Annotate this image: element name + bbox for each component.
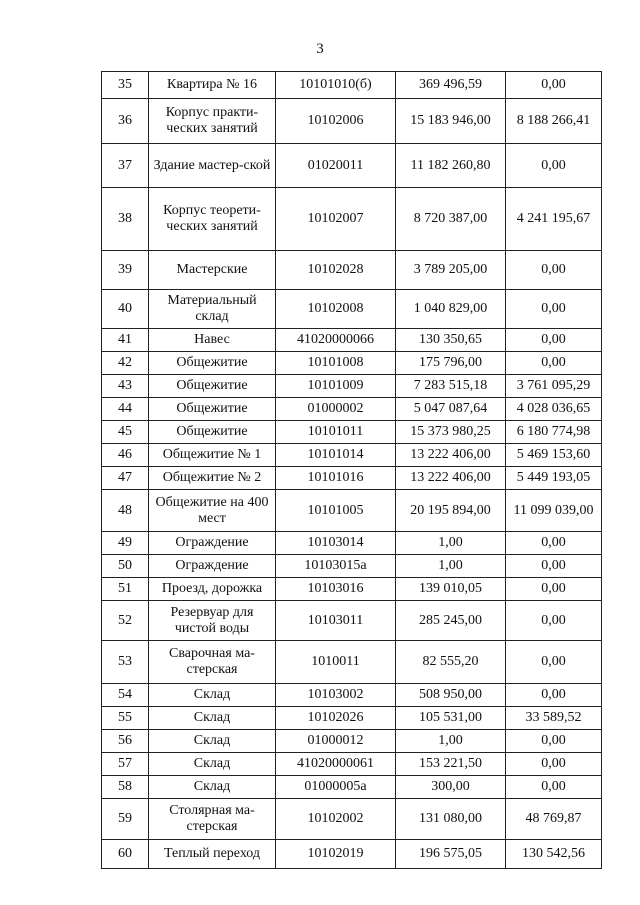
row-number-cell: 45 — [102, 421, 149, 444]
object-name-cell: Теплый переход — [149, 840, 276, 869]
inventory-code-cell: 10102006 — [276, 99, 396, 144]
inventory-code-cell: 10103016 — [276, 578, 396, 601]
row-number-cell: 35 — [102, 72, 149, 99]
assets-table — [101, 71, 602, 869]
table-row — [102, 99, 602, 144]
table-row — [102, 398, 602, 421]
table-row — [102, 375, 602, 398]
table-row — [102, 251, 602, 290]
residual-value-cell: 48 769,87 — [506, 799, 602, 840]
table-row — [102, 641, 602, 684]
book-value-cell: 285 245,00 — [396, 601, 506, 641]
table-row — [102, 352, 602, 375]
residual-value-cell: 0,00 — [506, 753, 602, 776]
row-number-cell: 48 — [102, 490, 149, 532]
residual-value-cell: 0,00 — [506, 251, 602, 290]
row-number-cell: 36 — [102, 99, 149, 144]
inventory-code-cell: 01000012 — [276, 730, 396, 753]
inventory-code-cell: 10101016 — [276, 467, 396, 490]
assets-table-body — [102, 72, 602, 869]
object-name-cell: Резервуар для чистой воды — [149, 601, 276, 641]
book-value-cell: 131 080,00 — [396, 799, 506, 840]
residual-value-cell: 0,00 — [506, 730, 602, 753]
residual-value-cell: 33 589,52 — [506, 707, 602, 730]
inventory-code-cell: 41020000066 — [276, 329, 396, 352]
row-number-cell: 58 — [102, 776, 149, 799]
book-value-cell: 139 010,05 — [396, 578, 506, 601]
table-row — [102, 799, 602, 840]
inventory-code-cell: 10101008 — [276, 352, 396, 375]
inventory-code-cell: 10103015а — [276, 555, 396, 578]
inventory-code-cell: 1010011 — [276, 641, 396, 684]
inventory-code-cell: 10102026 — [276, 707, 396, 730]
book-value-cell: 1,00 — [396, 555, 506, 578]
object-name-cell: Склад — [149, 753, 276, 776]
row-number-cell: 55 — [102, 707, 149, 730]
inventory-code-cell: 10102002 — [276, 799, 396, 840]
row-number-cell: 50 — [102, 555, 149, 578]
object-name-cell: Навес — [149, 329, 276, 352]
page-number: 3 — [316, 41, 324, 57]
row-number-cell: 43 — [102, 375, 149, 398]
row-number-cell: 60 — [102, 840, 149, 869]
book-value-cell: 82 555,20 — [396, 641, 506, 684]
object-name-cell: Общежитие № 2 — [149, 467, 276, 490]
book-value-cell: 5 047 087,64 — [396, 398, 506, 421]
object-name-cell: Склад — [149, 707, 276, 730]
residual-value-cell: 0,00 — [506, 532, 602, 555]
residual-value-cell: 0,00 — [506, 776, 602, 799]
table-row — [102, 290, 602, 329]
residual-value-cell: 0,00 — [506, 578, 602, 601]
table-row — [102, 421, 602, 444]
book-value-cell: 196 575,05 — [396, 840, 506, 869]
row-number-cell: 40 — [102, 290, 149, 329]
inventory-code-cell: 10101009 — [276, 375, 396, 398]
object-name-cell: Столярная ма-стерская — [149, 799, 276, 840]
object-name-cell: Общежитие — [149, 375, 276, 398]
row-number-cell: 46 — [102, 444, 149, 467]
table-row — [102, 532, 602, 555]
inventory-code-cell: 10103014 — [276, 532, 396, 555]
residual-value-cell: 3 761 095,29 — [506, 375, 602, 398]
table-row — [102, 776, 602, 799]
book-value-cell: 7 283 515,18 — [396, 375, 506, 398]
row-number-cell: 52 — [102, 601, 149, 641]
residual-value-cell: 0,00 — [506, 329, 602, 352]
book-value-cell: 130 350,65 — [396, 329, 506, 352]
residual-value-cell: 5 449 193,05 — [506, 467, 602, 490]
residual-value-cell: 11 099 039,00 — [506, 490, 602, 532]
row-number-cell: 51 — [102, 578, 149, 601]
row-number-cell: 42 — [102, 352, 149, 375]
book-value-cell: 13 222 406,00 — [396, 444, 506, 467]
table-row — [102, 601, 602, 641]
book-value-cell: 153 221,50 — [396, 753, 506, 776]
book-value-cell: 11 182 260,80 — [396, 144, 506, 188]
inventory-code-cell: 01000002 — [276, 398, 396, 421]
table-row — [102, 555, 602, 578]
inventory-code-cell: 10101011 — [276, 421, 396, 444]
inventory-code-cell: 41020000061 — [276, 753, 396, 776]
book-value-cell: 508 950,00 — [396, 684, 506, 707]
residual-value-cell: 0,00 — [506, 290, 602, 329]
residual-value-cell: 0,00 — [506, 641, 602, 684]
object-name-cell: Общежитие на 400 мест — [149, 490, 276, 532]
inventory-code-cell: 01020011 — [276, 144, 396, 188]
inventory-code-cell: 01000005а — [276, 776, 396, 799]
object-name-cell: Общежитие № 1 — [149, 444, 276, 467]
object-name-cell: Общежитие — [149, 421, 276, 444]
residual-value-cell: 0,00 — [506, 684, 602, 707]
object-name-cell: Склад — [149, 684, 276, 707]
row-number-cell: 56 — [102, 730, 149, 753]
book-value-cell: 15 373 980,25 — [396, 421, 506, 444]
row-number-cell: 59 — [102, 799, 149, 840]
row-number-cell: 38 — [102, 188, 149, 251]
row-number-cell: 49 — [102, 532, 149, 555]
object-name-cell: Общежитие — [149, 398, 276, 421]
table-row — [102, 684, 602, 707]
object-name-cell: Склад — [149, 776, 276, 799]
inventory-code-cell: 10103002 — [276, 684, 396, 707]
book-value-cell: 3 789 205,00 — [396, 251, 506, 290]
object-name-cell: Мастерские — [149, 251, 276, 290]
residual-value-cell: 6 180 774,98 — [506, 421, 602, 444]
table-row — [102, 144, 602, 188]
row-number-cell: 41 — [102, 329, 149, 352]
object-name-cell: Квартира № 16 — [149, 72, 276, 99]
inventory-code-cell: 10101005 — [276, 490, 396, 532]
residual-value-cell: 0,00 — [506, 72, 602, 99]
residual-value-cell: 0,00 — [506, 555, 602, 578]
book-value-cell: 369 496,59 — [396, 72, 506, 99]
object-name-cell: Сварочная ма-стерская — [149, 641, 276, 684]
row-number-cell: 53 — [102, 641, 149, 684]
row-number-cell: 37 — [102, 144, 149, 188]
book-value-cell: 8 720 387,00 — [396, 188, 506, 251]
inventory-code-cell: 10102008 — [276, 290, 396, 329]
object-name-cell: Здание мастер-ской — [149, 144, 276, 188]
residual-value-cell: 0,00 — [506, 144, 602, 188]
residual-value-cell: 5 469 153,60 — [506, 444, 602, 467]
row-number-cell: 44 — [102, 398, 149, 421]
table-row — [102, 467, 602, 490]
object-name-cell: Корпус практи-ческих занятий — [149, 99, 276, 144]
inventory-code-cell: 10103011 — [276, 601, 396, 641]
book-value-cell: 300,00 — [396, 776, 506, 799]
book-value-cell: 20 195 894,00 — [396, 490, 506, 532]
table-row — [102, 329, 602, 352]
object-name-cell: Материальный склад — [149, 290, 276, 329]
object-name-cell: Ограждение — [149, 532, 276, 555]
residual-value-cell: 8 188 266,41 — [506, 99, 602, 144]
residual-value-cell: 130 542,56 — [506, 840, 602, 869]
book-value-cell: 175 796,00 — [396, 352, 506, 375]
book-value-cell: 15 183 946,00 — [396, 99, 506, 144]
residual-value-cell: 0,00 — [506, 601, 602, 641]
book-value-cell: 1,00 — [396, 532, 506, 555]
inventory-code-cell: 10102007 — [276, 188, 396, 251]
table-row — [102, 578, 602, 601]
object-name-cell: Общежитие — [149, 352, 276, 375]
table-row — [102, 840, 602, 869]
table-row — [102, 490, 602, 532]
residual-value-cell: 0,00 — [506, 352, 602, 375]
table-row — [102, 72, 602, 99]
row-number-cell: 57 — [102, 753, 149, 776]
object-name-cell: Склад — [149, 730, 276, 753]
book-value-cell: 1 040 829,00 — [396, 290, 506, 329]
table-row — [102, 730, 602, 753]
inventory-code-cell: 10102028 — [276, 251, 396, 290]
object-name-cell: Ограждение — [149, 555, 276, 578]
table-row — [102, 188, 602, 251]
book-value-cell: 13 222 406,00 — [396, 467, 506, 490]
row-number-cell: 39 — [102, 251, 149, 290]
row-number-cell: 47 — [102, 467, 149, 490]
object-name-cell: Проезд, дорожка — [149, 578, 276, 601]
inventory-code-cell: 10101014 — [276, 444, 396, 467]
book-value-cell: 1,00 — [396, 730, 506, 753]
table-row — [102, 444, 602, 467]
table-row — [102, 707, 602, 730]
book-value-cell: 105 531,00 — [396, 707, 506, 730]
row-number-cell: 54 — [102, 684, 149, 707]
residual-value-cell: 4 028 036,65 — [506, 398, 602, 421]
inventory-code-cell: 10101010(б) — [276, 72, 396, 99]
inventory-code-cell: 10102019 — [276, 840, 396, 869]
residual-value-cell: 4 241 195,67 — [506, 188, 602, 251]
object-name-cell: Корпус теорети-ческих занятий — [149, 188, 276, 251]
table-row — [102, 753, 602, 776]
